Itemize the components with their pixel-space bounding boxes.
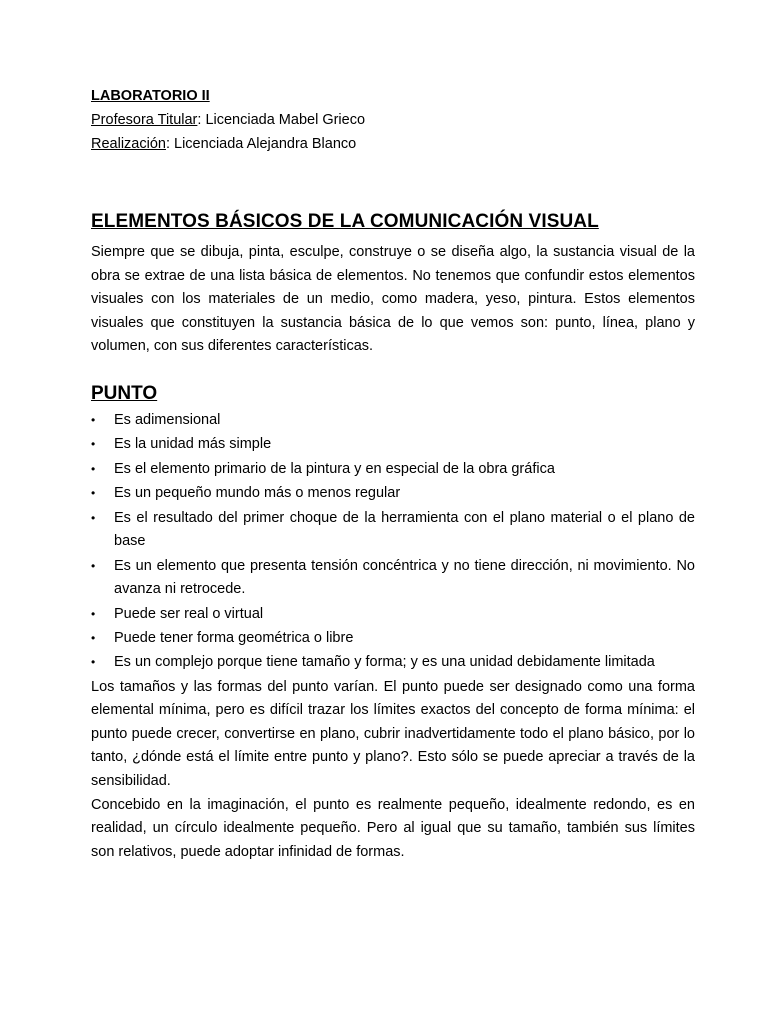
bullet-icon: • <box>91 655 96 670</box>
list-item <box>91 555 695 602</box>
list-item <box>91 627 695 651</box>
list-item <box>91 651 695 675</box>
main-section-heading: ELEMENTOS BÁSICOS DE LA COMUNICACIÓN VISUAL <box>91 211 599 232</box>
bullet-icon: • <box>91 437 96 452</box>
bullet-icon: • <box>91 510 96 525</box>
bullet-icon: • <box>91 606 96 621</box>
list-item-text: Puede ser real o virtual <box>114 605 264 622</box>
list-item <box>91 458 695 482</box>
list-item <box>91 603 695 627</box>
bullet-icon: • <box>91 486 96 501</box>
list-item-text: Es un pequeño mundo más o menos regular <box>114 485 401 502</box>
realizacion-line <box>91 132 695 156</box>
punto-paragraph-1: Los tamaños y las formas del punto varían. El punto puede ser designado como una forma elemental mínima, pero es difícil trazar los límites exactos del concepto de forma mínima: el punto puede crecer, convertirse en plano, cubrir inadvertidamente todo el plano básico, por lo tanto, ¿dónde está el límite entre punto y plano?. Esto sólo se puede apreciar a través de la sensibilidad. <box>91 678 695 790</box>
profesora-line <box>91 108 695 132</box>
profesora-value: : Licenciada Mabel Grieco <box>197 112 366 128</box>
list-item <box>91 433 695 457</box>
profesora-label: Profesora Titular <box>91 112 198 128</box>
bullet-icon: • <box>91 630 96 645</box>
list-item-text: Es el resultado del primer choque de la herramienta con el plano material o el plano de base <box>114 509 695 550</box>
list-item-text: Puede tener forma geométrica o libre <box>114 629 354 646</box>
bullet-icon: • <box>91 412 96 427</box>
list-item <box>91 482 695 506</box>
bullet-icon: • <box>91 558 96 573</box>
punto-paragraph-2: Concebido en la imaginación, el punto es realmente pequeño, idealmente redondo, es en realidad, un círculo idealmente pequeño. Pero al igual que su tamaño, también sus límites son relativos, puede adoptar infinidad de formas. <box>91 796 695 860</box>
main-intro-paragraph: Siempre que se dibuja, pinta, esculpe, construye o se diseña algo, la sustancia visual de la obra se extrae de una lista básica de elementos. No tenemos que confundir estos elementos visuales con los materiales de un medio, como madera, yeso, pintura. Estos elementos visuales que constituyen la sustancia básica de lo que vemos son: punto, línea, plano y volumen, con sus diferentes características. <box>91 244 695 355</box>
list-item-text: Es el elemento primario de la pintura y en especial de la obra gráfica <box>114 460 555 477</box>
list-item-text: Es un elemento que presenta tensión concéntrica y no tiene dirección, ni movimiento. No avanza ni retrocede. <box>114 557 695 598</box>
list-item-text: Es adimensional <box>114 411 221 428</box>
realizacion-label: Realización <box>91 136 166 152</box>
document-page <box>91 84 695 864</box>
list-item <box>91 409 695 433</box>
realizacion-value: : Licenciada Alejandra Blanco <box>165 136 357 152</box>
document-title: LABORATORIO II <box>91 88 210 104</box>
list-item-text: Es un complejo porque tiene tamaño y forma; y es una unidad debidamente limitada <box>114 654 655 671</box>
list-item-text: Es la unidad más simple <box>114 436 272 453</box>
punto-bullet-list <box>91 409 695 675</box>
punto-section-heading: PUNTO <box>91 382 158 404</box>
bullet-icon: • <box>91 461 96 476</box>
list-item <box>91 507 695 554</box>
